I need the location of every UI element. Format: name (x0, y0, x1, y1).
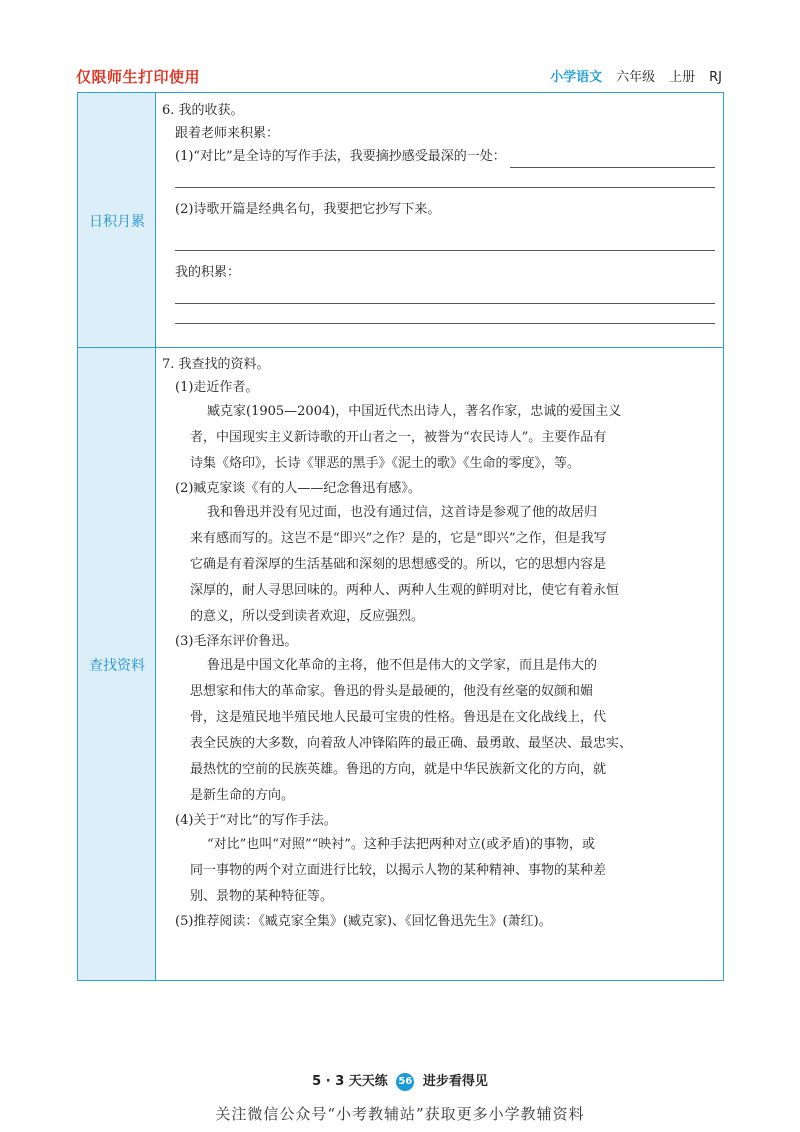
subheading: (1)走近作者。 (175, 380, 259, 395)
paragraph-line: 我和鲁迅并没有见过面，也没有通过信，这首诗是参观了他的故居归 (207, 505, 598, 520)
answer-blank[interactable] (175, 231, 715, 251)
subheading: (3)毛泽东评价鲁迅。 (175, 634, 298, 649)
row-divider (156, 347, 723, 348)
section-harvest (162, 99, 715, 324)
answer-blank[interactable] (510, 152, 715, 168)
section-research (162, 353, 715, 933)
section-intro: 跟着老师来积累： (175, 126, 280, 141)
paragraph-line: 者，中国现实主义新诗歌的开山者之一，被誉为“农民诗人”。主要作品有 (190, 430, 607, 445)
paragraph-line: 同一事物的两个对立面进行比较，以揭示人物的某种精神、事物的某种差 (190, 863, 607, 878)
footer-slogan: 进步看得见 (422, 1074, 488, 1089)
paragraph-line: 来有感而写的。这岂不是“即兴”之作？是的，它是“即兴”之作，但是我写 (190, 531, 607, 546)
subject-label: 小学语文 (550, 70, 603, 85)
wechat-note: 关注微信公众号“小考教辅站”获取更多小学教辅资料 (215, 1105, 585, 1123)
paragraph-line: 的意义，所以受到读者欢迎，反应强烈。 (190, 609, 425, 624)
side-divider (78, 347, 156, 348)
paragraph-line: 鲁迅是中国文化革命的主将，他不但是伟大的文学家，而且是伟大的 (207, 658, 598, 673)
edition-label: RJ (709, 70, 722, 85)
grade-label: 六年级 (616, 70, 656, 85)
section-title: 6. 我的收获。 (162, 103, 244, 118)
paragraph-line: 是新生命的方向。 (190, 788, 295, 803)
book-info (550, 66, 722, 85)
subheading: (2)臧克家谈《有的人——纪念鲁迅有感》。 (175, 481, 421, 496)
question-1 (162, 145, 715, 168)
paragraph-line: 诗集《烙印》，长诗《罪恶的黑手》《泥土的歌》《生命的零度》，等。 (190, 456, 581, 471)
paragraph-line: 表全民族的大多数，向着敌人冲锋陷阵的最正确、最勇敢、最坚决、最忠实、 (190, 736, 633, 751)
paragraph-line: 最热忱的空前的民族英雄。鲁迅的方向，就是中华民族新文化的方向，就 (190, 762, 607, 777)
subheading: (4)关于“对比”的写作手法。 (175, 813, 337, 828)
page-number-badge: 56 (396, 1073, 414, 1091)
answer-blank[interactable] (175, 284, 715, 304)
side-label-accumulate: 日积月累 (89, 214, 145, 230)
answer-blank[interactable] (175, 168, 715, 188)
paragraph-line: 骨，这是殖民地半殖民地人民最可宝贵的性格。鲁迅是在文化战线上，代 (190, 710, 607, 725)
footer-brand: 5 · 3 天天练 (312, 1074, 388, 1089)
paragraph-line: 别、景物的某种特征等。 (190, 889, 334, 904)
paragraph-mao (162, 653, 715, 809)
answer-blank[interactable] (175, 304, 715, 324)
paragraph-author (162, 399, 715, 477)
print-notice: 仅限师生打印使用 (76, 68, 201, 86)
paragraph-line: “对比”也叫“对照”“映衬”。这种手法把两种对立(或矛盾)的事物，或 (207, 837, 596, 852)
paragraph-line: 臧克家(1905—2004)，中国近代杰出诗人，著名作家，忠诚的爱国主义 (207, 404, 622, 419)
paragraph-zang (162, 500, 715, 630)
subheading: (5)推荐阅读：《臧克家全集》(臧克家)、《回忆鲁迅先生》(萧红)。 (175, 914, 552, 929)
paragraph-line: 思想家和伟大的革命家。鲁迅的骨头是最硬的，他没有丝毫的奴颜和媚 (190, 684, 594, 699)
my-notes-label: 我的积累： (175, 265, 241, 280)
paragraph-line: 它确是有着深厚的生活基础和深刻的思想感受的。所以，它的思想内容是 (190, 557, 607, 572)
worksheet-table (77, 92, 724, 981)
section-title: 7. 我查找的资料。 (162, 357, 270, 372)
question-1-text: (1)“对比”是全诗的写作手法，我要摘抄感受最深的一处： (175, 149, 506, 164)
paragraph-contrast (162, 832, 715, 910)
paragraph-line: 深厚的，耐人寻思回味的。两种人、两种人生观的鲜明对比，使它有着永恒 (190, 583, 620, 598)
side-column (78, 93, 156, 980)
volume-label: 上册 (669, 70, 696, 85)
page-footer (0, 1070, 800, 1091)
question-2-text: (2)诗歌开篇是经典名句，我要把它抄写下来。 (175, 202, 441, 217)
side-label-research: 查找资料 (89, 658, 145, 674)
